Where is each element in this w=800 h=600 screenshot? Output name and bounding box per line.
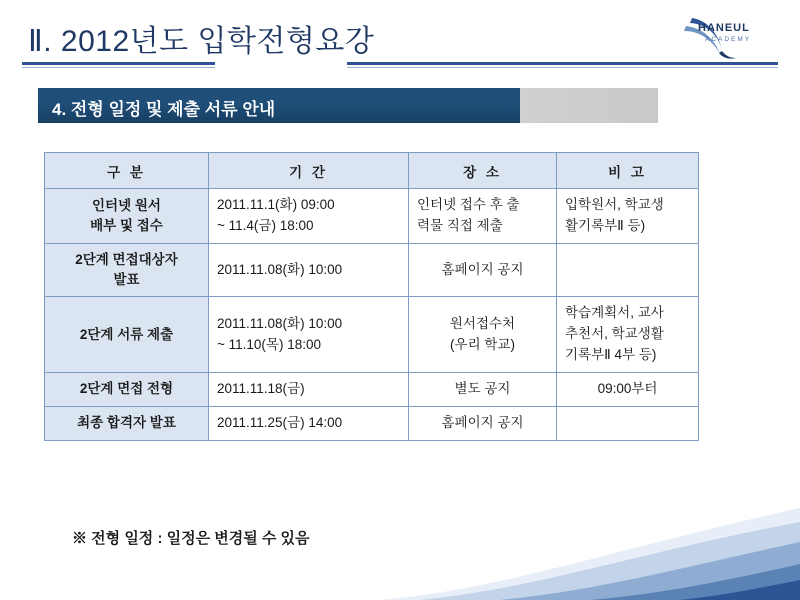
cell-line: 력물 직접 제출 xyxy=(417,217,503,233)
logo-name: HANEUL xyxy=(698,22,750,34)
cell-line: 인터넷 원서 xyxy=(92,197,161,213)
footnote: ※ 전형 일정 : 일정은 변경될 수 있음 xyxy=(72,530,310,547)
swoosh-graphic xyxy=(380,490,800,600)
cell-line: 배부 및 접수 xyxy=(90,217,163,233)
cell-note xyxy=(557,297,699,373)
row-header-cell xyxy=(45,407,209,441)
cell-line: 인터넷 접수 후 출 xyxy=(417,197,520,212)
page-title: Ⅱ. 2012년도 입학전형요강 xyxy=(28,25,375,58)
cell-line: 2011.11.08(화) 10:00 xyxy=(217,315,343,331)
cell-line: 기록부Ⅱ 4부 등) xyxy=(565,347,657,363)
section-bar-gray xyxy=(520,88,658,123)
cell-line: 2단계 면접 전형 xyxy=(79,381,174,397)
table-row xyxy=(45,373,699,407)
cell-place xyxy=(409,243,557,297)
section-bar xyxy=(38,88,658,123)
cell-line: (우리 학교) xyxy=(450,336,515,352)
schedule-table xyxy=(44,152,699,441)
cell-line: 2단계 면접대상자 xyxy=(75,251,178,267)
bottom-decoration xyxy=(380,490,800,600)
cell-line: 2011.11.1(화) 09:00 xyxy=(217,197,335,212)
title-underline-secondary xyxy=(22,67,778,68)
title-underline xyxy=(22,62,778,65)
row-header-cell xyxy=(45,189,209,244)
cell-note xyxy=(557,243,699,297)
cell-line: 활기록부Ⅱ 등) xyxy=(565,217,646,233)
row-header-cell xyxy=(45,243,209,297)
row-header-cell xyxy=(45,373,209,407)
table-body xyxy=(45,189,699,441)
cell-period xyxy=(209,189,409,244)
cell-note xyxy=(557,189,699,244)
logo-subtitle: ACADEMY xyxy=(705,36,752,43)
cell-line: 별도 공지 xyxy=(454,381,511,397)
cell-period xyxy=(209,297,409,373)
cell-note xyxy=(557,373,699,407)
slide-header xyxy=(0,0,800,72)
cell-period xyxy=(209,373,409,407)
cell-line: 2단계 서류 제출 xyxy=(79,326,174,342)
table-header-row xyxy=(45,153,699,189)
cell-place xyxy=(409,373,557,407)
cell-line: ~ 11.10(목) 18:00 xyxy=(217,336,321,352)
table-row xyxy=(45,189,699,244)
cell-period xyxy=(209,243,409,297)
logo xyxy=(678,10,778,64)
table-row xyxy=(45,243,699,297)
section-bar-blue xyxy=(38,88,520,123)
cell-line: 최종 합격자 발표 xyxy=(77,415,176,431)
table-row xyxy=(45,297,699,373)
section-title: 4. 전형 일정 및 제출 서류 안내 xyxy=(52,100,276,119)
cell-line: 홈페이지 공지 xyxy=(441,261,524,277)
table-row xyxy=(45,407,699,441)
title-underline-gap xyxy=(215,60,347,69)
cell-line: ~ 11.4(금) 18:00 xyxy=(217,217,314,233)
cell-line: 09:00부터 xyxy=(597,381,658,397)
cell-period xyxy=(209,407,409,441)
cell-line: 학습계획서, 교사 xyxy=(565,305,664,321)
column-header-place: 장 소 xyxy=(409,153,557,189)
cell-line: 입학원서, 학교생 xyxy=(565,197,664,212)
row-header-cell xyxy=(45,297,209,373)
cell-place xyxy=(409,189,557,244)
cell-line: 원서접수처 xyxy=(449,315,516,331)
cell-line: 발표 xyxy=(113,272,140,288)
cell-line: 2011.11.25(금) 14:00 xyxy=(217,415,343,431)
cell-line: 추천서, 학교생활 xyxy=(565,326,664,342)
cell-place xyxy=(409,297,557,373)
column-header-period: 기 간 xyxy=(209,153,409,189)
cell-note xyxy=(557,407,699,441)
column-header-note: 비 고 xyxy=(557,153,699,189)
cell-line: 2011.11.18(금) xyxy=(217,381,305,397)
cell-line: 2011.11.08(화) 10:00 xyxy=(217,261,343,277)
cell-place xyxy=(409,407,557,441)
column-header-gubun: 구 분 xyxy=(45,153,209,189)
cell-line: 홈페이지 공지 xyxy=(441,415,524,431)
